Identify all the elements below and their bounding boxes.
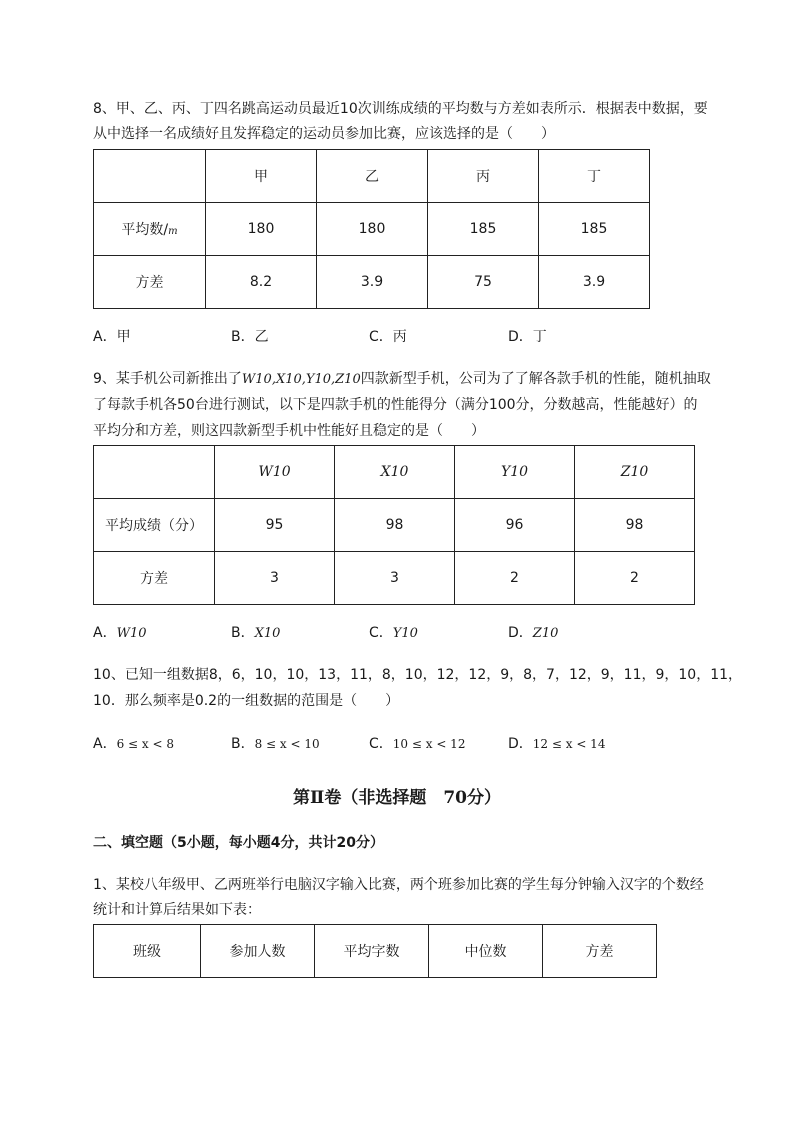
table-row bbox=[94, 499, 695, 552]
table-row bbox=[94, 256, 650, 309]
table-cell: 185 bbox=[539, 203, 650, 256]
q9-row-label-mean: 平均成绩（分） bbox=[94, 499, 215, 552]
table-cell: 98 bbox=[335, 499, 455, 552]
q9-stem-line3: 平均分和方差，则这四款新型手机中性能好且稳定的是（ ） bbox=[93, 423, 485, 439]
table-row bbox=[94, 925, 657, 978]
q9-header-w10: W10 bbox=[215, 446, 335, 499]
q8-stem-line2: 从中选择一名成绩好且发挥稳定的运动员参加比赛，应该选择的是（ ） bbox=[93, 126, 555, 142]
table-cell: 95 bbox=[215, 499, 335, 552]
q8-option-b[interactable]: B．乙 bbox=[231, 329, 269, 345]
table-cell: 3.9 bbox=[317, 256, 428, 309]
fq1-table bbox=[93, 924, 657, 978]
q8-header-ding: 丁 bbox=[539, 150, 650, 203]
table-row bbox=[94, 150, 650, 203]
fq1-header-variance: 方差 bbox=[543, 925, 657, 978]
q10-option-b[interactable]: B．8 ≤ x < 10 bbox=[231, 736, 320, 752]
table-cell: 96 bbox=[455, 499, 575, 552]
table-cell-empty bbox=[94, 446, 215, 499]
q9-table bbox=[93, 445, 695, 605]
table-row bbox=[94, 552, 695, 605]
q10-option-a[interactable]: A．6 ≤ x < 8 bbox=[93, 736, 174, 752]
q9-row-label-variance: 方差 bbox=[94, 552, 215, 605]
q9-header-y10: Y10 bbox=[455, 446, 575, 499]
q9-option-d[interactable]: D．Z10 bbox=[508, 625, 559, 641]
q9-option-a[interactable]: A．W10 bbox=[93, 625, 147, 641]
q9-stem-line1: 9、某手机公司新推出了W10,X10,Y10,Z10四款新型手机，公司为了了解各款手机的性能，随机抽取 bbox=[93, 371, 711, 387]
fq1-header-class: 班级 bbox=[94, 925, 201, 978]
q8-option-c[interactable]: C．丙 bbox=[369, 329, 407, 345]
table-cell: 180 bbox=[206, 203, 317, 256]
q8-option-d[interactable]: D．丁 bbox=[508, 329, 547, 345]
q8-row-label-mean: 平均数/m bbox=[94, 203, 206, 256]
q10-stem-line2: 10．那么频率是0.2的一组数据的范围是（ ） bbox=[93, 693, 400, 709]
q9-header-z10: Z10 bbox=[575, 446, 695, 499]
q8-stem-line1: 8、甲、乙、丙、丁四名跳高运动员最近10次训练成绩的平均数与方差如表所示．根据表中数据，要 bbox=[93, 101, 708, 117]
q8-option-a[interactable]: A．甲 bbox=[93, 329, 131, 345]
q10-option-c[interactable]: C．10 ≤ x < 12 bbox=[369, 736, 466, 752]
section-heading-fill-in: 二、填空题（5小题，每小题4分，共计20分） bbox=[93, 835, 384, 851]
q9-option-c[interactable]: C．Y10 bbox=[369, 625, 418, 641]
q10-option-d[interactable]: D．12 ≤ x < 14 bbox=[508, 736, 606, 752]
table-cell: 2 bbox=[575, 552, 695, 605]
q8-header-jia: 甲 bbox=[206, 150, 317, 203]
q8-header-yi: 乙 bbox=[317, 150, 428, 203]
table-row bbox=[94, 203, 650, 256]
fq1-header-participants: 参加人数 bbox=[201, 925, 315, 978]
table-row bbox=[94, 446, 695, 499]
table-cell: 3.9 bbox=[539, 256, 650, 309]
table-cell: 75 bbox=[428, 256, 539, 309]
q8-row-label-variance: 方差 bbox=[94, 256, 206, 309]
table-cell-empty bbox=[94, 150, 206, 203]
part2-title: 第Ⅱ卷（非选择题 70分） bbox=[293, 788, 501, 808]
table-cell: 3 bbox=[335, 552, 455, 605]
q10-stem-line1: 10、已知一组数据8，6，10，10，13，11，8，10，12，12，9，8，7，12，9，11，9，10，11， bbox=[93, 667, 743, 683]
table-cell: 8.2 bbox=[206, 256, 317, 309]
table-cell: 98 bbox=[575, 499, 695, 552]
q9-option-b[interactable]: B．X10 bbox=[231, 625, 281, 641]
q8-header-bing: 丙 bbox=[428, 150, 539, 203]
q9-header-x10: X10 bbox=[335, 446, 455, 499]
fq1-header-avg-chars: 平均字数 bbox=[315, 925, 429, 978]
fq1-header-median: 中位数 bbox=[429, 925, 543, 978]
q9-stem-line2: 了每款手机各50台进行测试，以下是四款手机的性能得分（满分100分，分数越高，性能越好）的 bbox=[93, 397, 698, 413]
table-cell: 3 bbox=[215, 552, 335, 605]
table-cell: 2 bbox=[455, 552, 575, 605]
table-cell: 185 bbox=[428, 203, 539, 256]
table-cell: 180 bbox=[317, 203, 428, 256]
fq1-stem-line1: 1、某校八年级甲、乙两班举行电脑汉字输入比赛，两个班参加比赛的学生每分钟输入汉字的个数经 bbox=[93, 877, 704, 893]
fq1-stem-line2: 统计和计算后结果如下表： bbox=[93, 902, 261, 918]
q8-table bbox=[93, 149, 650, 309]
